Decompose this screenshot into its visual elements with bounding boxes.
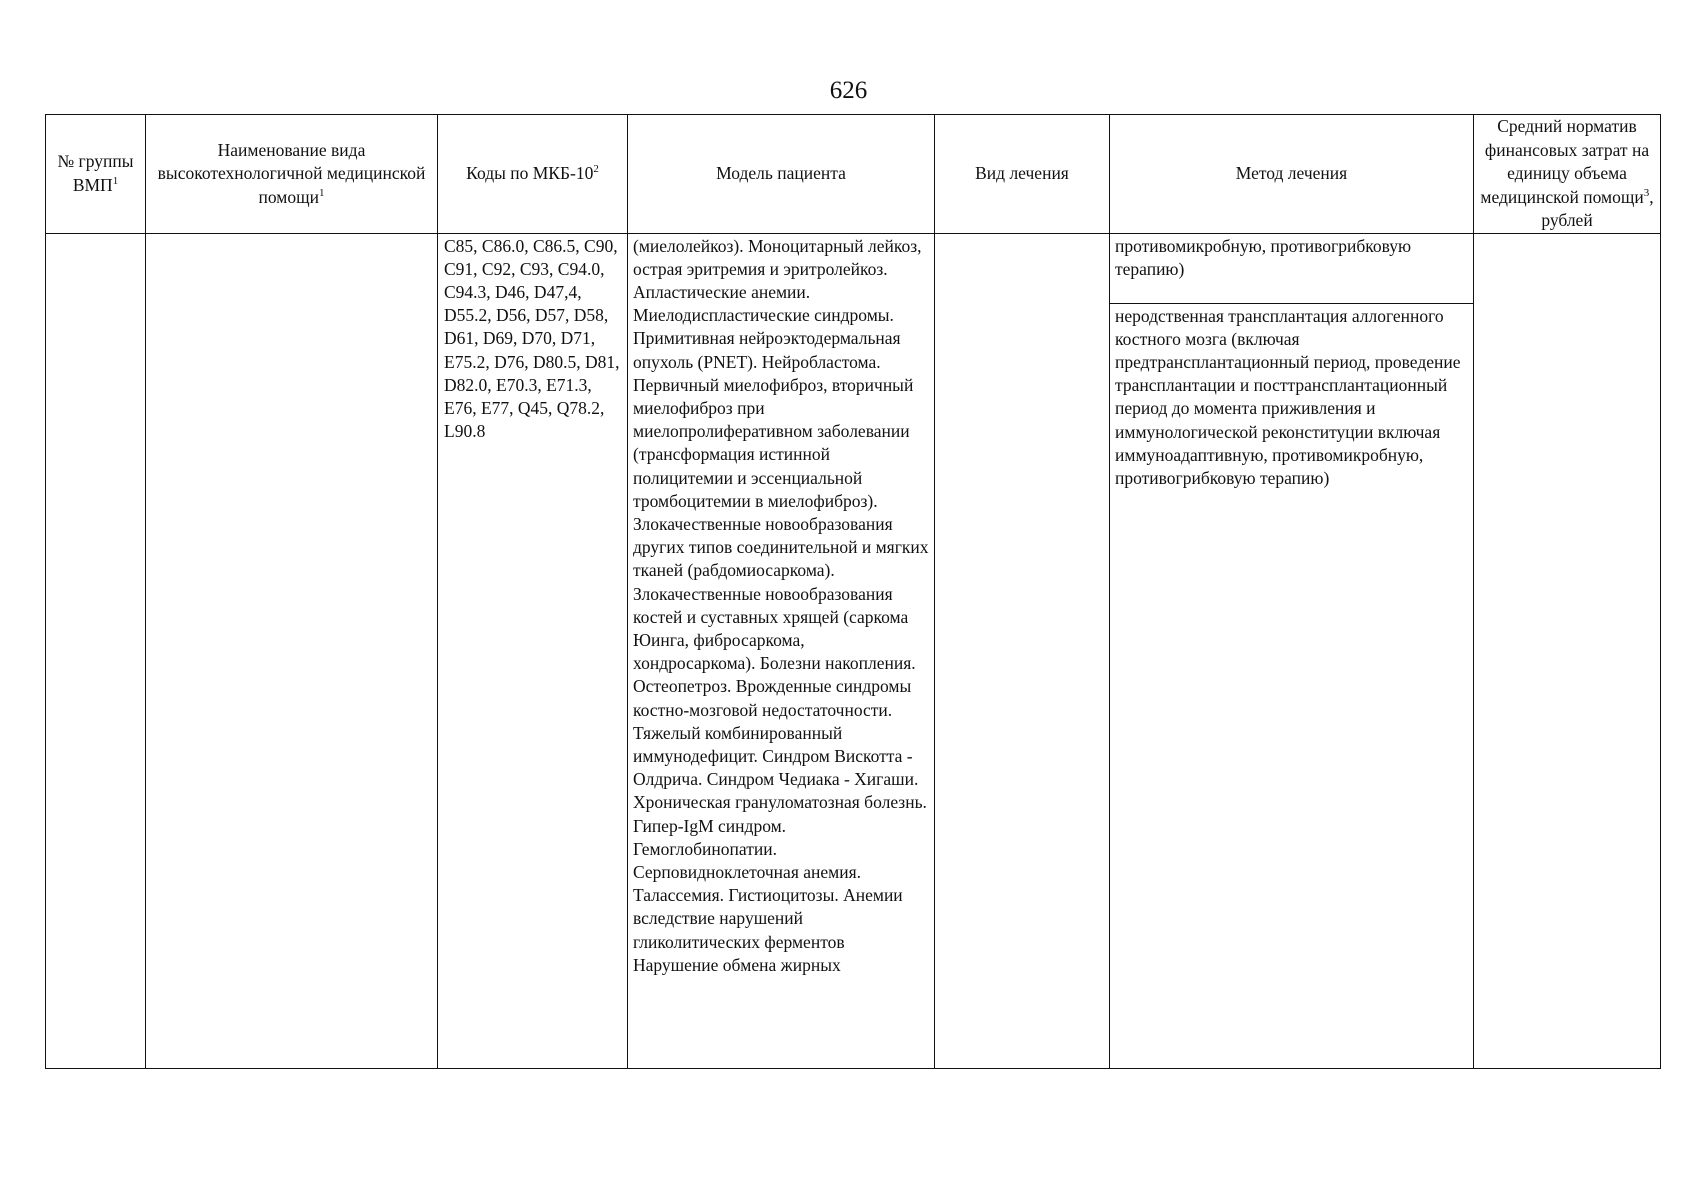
table-row [46, 233, 1661, 1069]
method-item: противомикробную, противогрибковую терапию) [1110, 234, 1473, 304]
header-patient-model: Модель пациента [628, 115, 935, 234]
cell-cost-norm [1474, 233, 1661, 1069]
footnote-mark: 3 [1643, 186, 1650, 199]
cell-treatment-method [1110, 233, 1474, 1069]
header-treatment-method: Метод лечения [1110, 115, 1474, 234]
footnote-mark: 1 [318, 186, 325, 199]
header-group-no [46, 115, 146, 234]
cell-treatment-type [935, 233, 1110, 1069]
vmp-table [45, 114, 1661, 1069]
footnote-mark: 1 [112, 174, 119, 187]
header-row [46, 115, 1661, 234]
header-cost-norm [1474, 115, 1661, 234]
header-group-no-text: № группы ВМП [57, 151, 134, 195]
page-number: 626 [829, 77, 868, 104]
header-cost-norm-text: Средний норматив финансовых затрат на единицу объема медицинской помощи [1480, 116, 1650, 207]
header-cost-norm-unit: , рублей [1541, 186, 1654, 230]
header-care-type-text: Наименование вида высокотехнологичной медицинской помощи [157, 139, 426, 207]
cell-care-type [146, 233, 438, 1069]
cell-group-no [46, 233, 146, 1069]
header-icd-codes [438, 115, 628, 234]
header-treatment-type: Вид лечения [935, 115, 1110, 234]
footnote-mark: 2 [593, 163, 599, 176]
method-item: неродственная трансплантация аллогенного костного мозга (включая предтрансплантационный период, проведение трансплантации и посттрансплантационный период до момента приживления и иммунологической реконституции включая иммуноадаптивную, противомикробную, противогрибковую терапию) [1115, 305, 1461, 488]
cell-patient-model: (миелолейкоз). Моноцитарный лейкоз, острая эритремия и эритролейкоз. Апластические анемии. Миелодиспластические синдромы. Примитивная нейроэктодермальная опухоль (PNET). Нейробластома. Первичный миелофиброз, вторичный миелофиброз при миелопролиферативном заболевании (трансформация истинной полицитемии и эссенциальной тромбоцитемии в миелофиброз). Злокачественные новообразования других типов соединительной и мягких тканей (рабдомиосаркома). Злокачественные новообразования костей и суставных хрящей (саркома Юинга, фибросаркома, хондросаркома). Болезни накопления. Остеопетроз. Врожденные синдромы костно-мозговой недостаточности. Тяжелый комбинированный иммунодефицит. Синдром Вискотта - Олдрича. Синдром Чедиака - Хигаши. Хроническая грануломатозная болезнь. Гипер-IgM синдром. Гемоглобинопатии. Серповидноклеточная анемия. Талассемия. Гистиоцитозы. Анемии вследствие нарушений гликолитических ферментов Нарушение обмена жирных [628, 233, 935, 1069]
header-icd-codes-text: Коды по МКБ-10 [466, 163, 594, 183]
header-care-type [146, 115, 438, 234]
cell-icd-codes: C85, C86.0, C86.5, C90, C91, C92, C93, C94.0, C94.3, D46, D47,4, D55.2, D56, D57, D58, D61, D69, D70, D71, E75.2, D76, D80.5, D81, D82.0, E70.3, E71.3, E76, E77, Q45, Q78.2, L90.8 [438, 233, 628, 1069]
